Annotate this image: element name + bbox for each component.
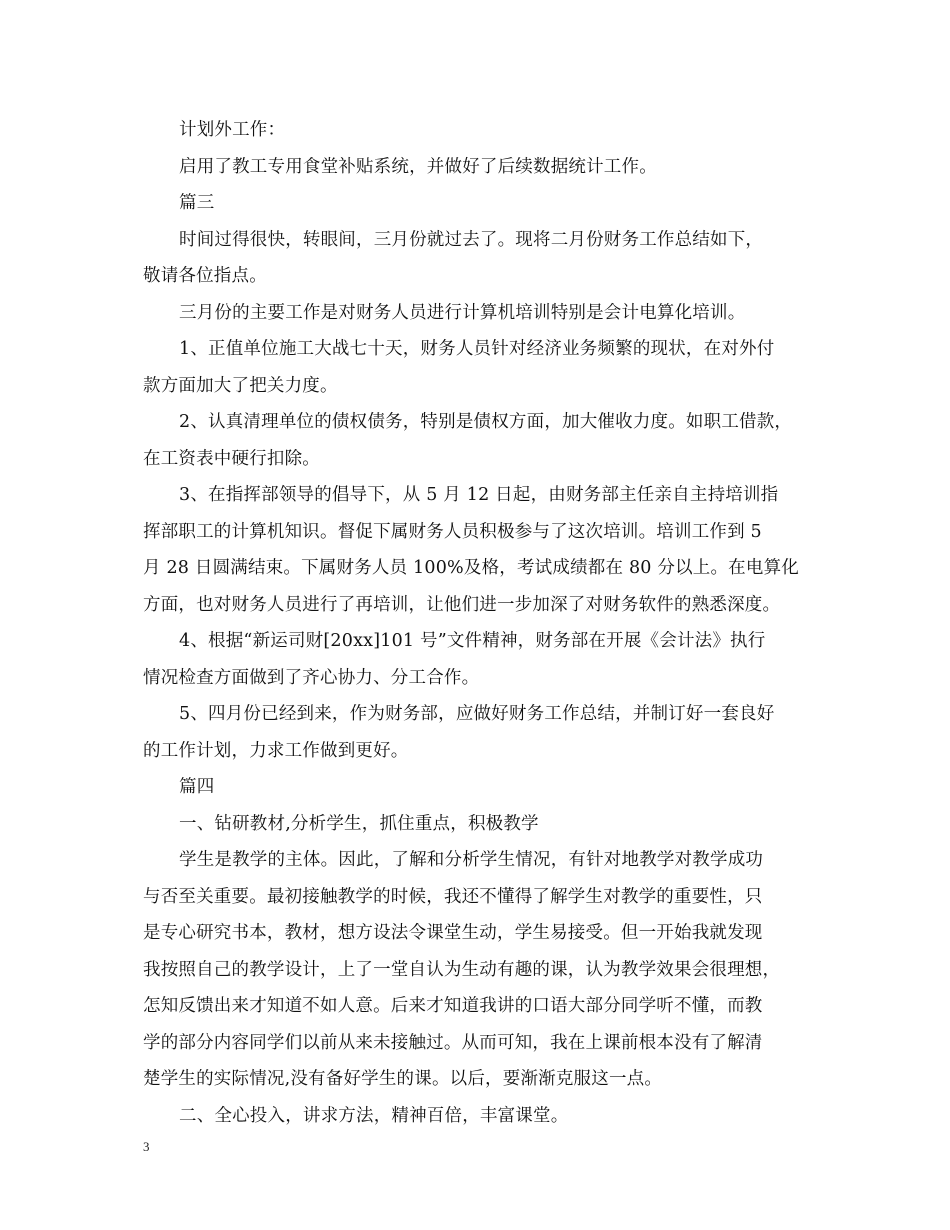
text-line: 学生是教学的主体。因此，了解和分析学生情况，有针对地教学对教学成功 [179, 850, 764, 870]
text-line: 情况检查方面做到了齐心协力、分工合作。 [143, 667, 480, 688]
text-line: 是专心研究书本，教材，想方设法令课堂生动，学生易接受。但一开始我就发现 [143, 923, 763, 943]
text-line: 月 28 日圆满结束。下属财务人员 100%及格，考试成绩都在 80 分以上。在电算化 [143, 558, 799, 578]
document-body [143, 112, 813, 1134]
text-line: 挥部职工的计算机知识。督促下属财务人员积极参与了这次培训。培训工作到 5 [143, 521, 762, 542]
text-line: 三月份的主要工作是对财务人员进行计算机培训特别是会计电算化培训。 [179, 302, 746, 323]
text-line: 怎知反馈出来才知道不如人意。后来才知道我讲的口语大部分同学听不懂，而教 [143, 996, 763, 1016]
text-line: 与否至关重要。最初接触教学的时候，我还不懂得了解学生对教学的重要性，只 [143, 886, 763, 907]
text-line: 我按照自己的教学设计，上了一堂自认为生动有趣的课，认为教学效果会很理想， [143, 959, 781, 980]
text-line: 楚学生的实际情况,没有备好学生的课。以后，要渐渐克服这一点。 [143, 1069, 663, 1089]
text-line: 3、在指挥部领导的倡导下，从 5 月 12 日起，由财务部主任亲自主持培训指 [179, 485, 779, 505]
text-line: 时间过得很快，转眼间，三月份就过去了。现将二月份财务工作总结如下， [179, 229, 764, 250]
text-line: 的工作计划，力求工作做到更好。 [143, 740, 409, 761]
section-heading: 篇四 [179, 777, 215, 797]
text-line: 二、全心投入，讲求方法，精神百倍，丰富课堂。 [179, 1105, 569, 1126]
text-line: 2、认真清理单位的债权债务，特别是债权方面，加大催收力度。如职工借款， [179, 412, 793, 432]
text-line: 计划外工作： [179, 120, 286, 140]
text-line: 1、正值单位施工大战七十天，财务人员针对经济业务频繁的现状，在对外付 [179, 339, 775, 359]
text-line: 4、根据“新运司财[20xx]101 号”文件精神，财务部在开展《会计法》执行 [179, 631, 766, 651]
text-line: 在工资表中硬行扣除。 [143, 448, 320, 469]
text-line: 一、钻研教材,分析学生，抓住重点，积极教学 [179, 813, 539, 834]
text-line: 款方面加大了把关力度。 [143, 375, 338, 396]
text-line: 5、四月份已经到来，作为财务部，应做好财务工作总结，并制订好一套良好 [179, 704, 775, 724]
text-line: 方面，也对财务人员进行了再培训，让他们进一步加深了对财务软件的熟悉深度。 [143, 594, 781, 615]
text-line: 启用了教工专用食堂补贴系统，并做好了后续数据统计工作。 [179, 156, 657, 177]
text-line: 敬请各位指点。 [143, 266, 267, 286]
section-heading: 篇三 [179, 193, 215, 213]
text-line: 学的部分内容同学们以前从来未接触过。从而可知，我在上课前根本没有了解清 [143, 1032, 763, 1053]
page-number: 3 [143, 1139, 150, 1154]
